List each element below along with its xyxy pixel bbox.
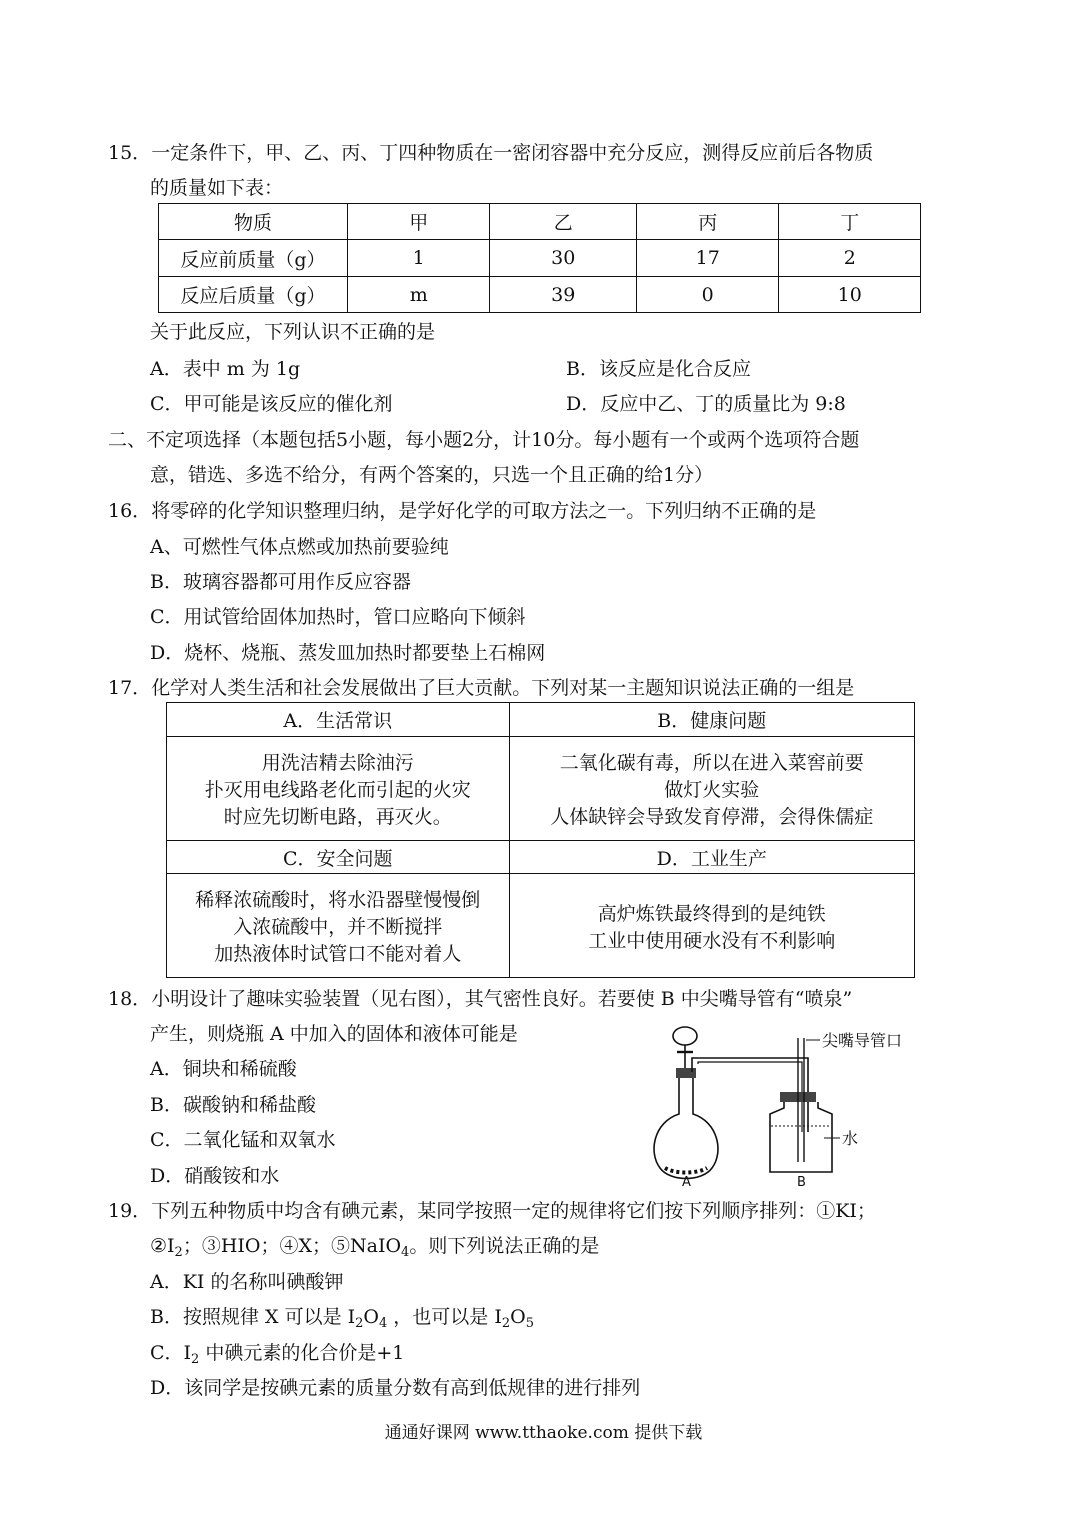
q18-stem-line2: 产生，则烧瓶 A 中加入的固体和液体可能是	[150, 1023, 518, 1045]
topic-b-body	[509, 737, 914, 841]
q15-option-b: B．该反应是化合反应	[566, 358, 751, 380]
flask-solid	[665, 1168, 707, 1173]
q15-stem-line2: 的质量如下表：	[150, 177, 284, 199]
topic-c-line: 入浓硫酸中，并不断搅拌	[233, 916, 443, 938]
q16-option-a: A、可燃性气体点燃或加热前要验纯	[150, 536, 449, 558]
topic-a-line: 时应先切断电路，再灭火。	[223, 806, 452, 828]
section2-heading-line1: 二、不定项选择（本题包括5小题，每小题2分，计10分。每小题有一个或两个选项符合题	[108, 429, 860, 451]
topic-a-line: 扑灭用电线路老化而引起的火灾	[204, 779, 471, 801]
q16-option-d: D．烧杯、烧瓶、蒸发皿加热时都要垫上石棉网	[150, 642, 546, 664]
bottle-b-body	[770, 1102, 832, 1172]
tube-label: 尖嘴导管口	[822, 1031, 903, 1050]
q15-option-d: D．反应中乙、丁的质量比为 9:8	[566, 393, 846, 415]
topic-d-line: 高炉炼铁最终得到的是纯铁	[597, 902, 826, 925]
flask-a-label: A	[682, 1175, 691, 1188]
bottle-b-label: B	[797, 1175, 806, 1188]
topic-a-title: A．生活常识	[167, 703, 510, 737]
q19-stem-line1: 19．下列五种物质中均含有碘元素，某同学按照一定的规律将它们按下列顺序排列：①KI；	[108, 1200, 876, 1222]
q17-stem: 17．化学对人类生活和社会发展做出了巨大贡献。下列对某一主题知识说法正确的一组是	[108, 677, 855, 699]
q15-ask: 关于此反应，下列认识不正确的是	[150, 321, 436, 343]
table-row	[167, 841, 915, 874]
q17-topic-table	[166, 702, 915, 978]
table-cell: m	[347, 277, 489, 313]
table-header-cell: 甲	[347, 204, 489, 240]
topic-b-title: B．健康问题	[509, 703, 914, 737]
table-header-cell: 丙	[636, 204, 778, 240]
q18-stem-line1: 18．小明设计了趣味实验装置（见右图），其气密性良好。若要使 B 中尖嘴导管有“喷泉”	[108, 988, 853, 1010]
q18-option-c: C．二氧化锰和双氧水	[150, 1129, 336, 1151]
topic-b-line: 二氧化碳有毒，所以在进入菜窖前要	[559, 752, 864, 774]
funnel-bulb	[673, 1027, 697, 1045]
topic-c-body	[167, 874, 510, 978]
water-label: 水	[842, 1129, 859, 1148]
topic-a-line: 用洗洁精去除油污	[261, 752, 414, 774]
fountain-apparatus-figure	[640, 1022, 930, 1188]
table-cell: 30	[490, 240, 637, 277]
page-footer: 通通好课网 www.tthaoke.com 提供下载	[384, 1423, 703, 1443]
q19-option-a: A．KI 的名称叫碘酸钾	[150, 1271, 344, 1293]
table-cell: 反应前质量（g）	[159, 240, 348, 277]
topic-c-line: 稀释浓硫酸时，将水沿器壁慢慢倒	[195, 889, 481, 911]
table-cell: 17	[636, 240, 778, 277]
table-cell: 2	[779, 240, 921, 277]
q18-option-b: B．碳酸钠和稀盐酸	[150, 1094, 316, 1116]
table-row	[159, 277, 921, 313]
table-cell: 0	[636, 277, 778, 313]
flask-a-body	[654, 1078, 718, 1179]
q18-option-a: A．铜块和稀硫酸	[150, 1058, 297, 1080]
section2-heading-line2: 意，错选、多选不给分，有两个答案的，只选一个且正确的给1分）	[150, 464, 714, 486]
q16-stem: 16．将零碎的化学知识整理归纳，是学好化学的可取方法之一。下列归纳不正确的是	[108, 500, 817, 522]
q19-option-d: D．该同学是按碘元素的质量分数有高到低规律的进行排列	[150, 1377, 641, 1399]
table-row	[167, 737, 915, 841]
table-row	[159, 204, 921, 240]
topic-d-body	[509, 874, 914, 978]
table-row	[159, 240, 921, 277]
table-cell: 10	[779, 277, 921, 313]
table-cell: 反应后质量（g）	[159, 277, 348, 313]
table-cell: 1	[347, 240, 489, 277]
q18-option-d: D．硝酸铵和水	[150, 1165, 280, 1187]
table-cell: 39	[490, 277, 637, 313]
topic-c-line: 加热液体时试管口不能对着人	[214, 943, 462, 965]
topic-b-line: 做灯火实验	[664, 779, 760, 801]
q19-option-b: B．按照规律 X 可以是 $I_2O_4$ ，也可以是 $I_2O_5$	[150, 1306, 534, 1331]
flask-stopper	[676, 1068, 696, 1078]
table-header-cell: 乙	[490, 204, 637, 240]
q16-option-c: C．用试管给固体加热时，管口应略向下倾斜	[150, 606, 526, 628]
q15-option-c: C．甲可能是该反应的催化剂	[150, 393, 393, 415]
topic-d-line: 工业中使用硬水没有不利影响	[588, 929, 836, 952]
table-header-cell: 丁	[779, 204, 921, 240]
table-row	[167, 874, 915, 978]
table-header-cell: 物质	[159, 204, 348, 240]
q15-option-a: A．表中 m 为 1g	[150, 358, 301, 380]
topic-b-line: 人体缺锌会导致发育停滞，会得侏儒症	[550, 806, 874, 828]
q15-stem-line1: 15．一定条件下，甲、乙、丙、丁四种物质在一密闭容器中充分反应，测得反应前后各物质	[108, 142, 874, 164]
q16-option-b: B．玻璃容器都可用作反应容器	[150, 571, 411, 593]
table-row	[167, 703, 915, 737]
topic-a-body	[167, 737, 510, 841]
q19-stem-line2: $②I_2$；③HIO；④X；⑤NaIO$_4$。则下列说法正确的是	[150, 1235, 600, 1260]
topic-c-title: C．安全问题	[167, 841, 510, 874]
topic-d-title: D．工业生产	[509, 841, 914, 874]
q19-option-c: C．$I_2$ 中碘元素的化合价是+1	[150, 1342, 405, 1367]
q15-mass-table	[158, 203, 921, 313]
